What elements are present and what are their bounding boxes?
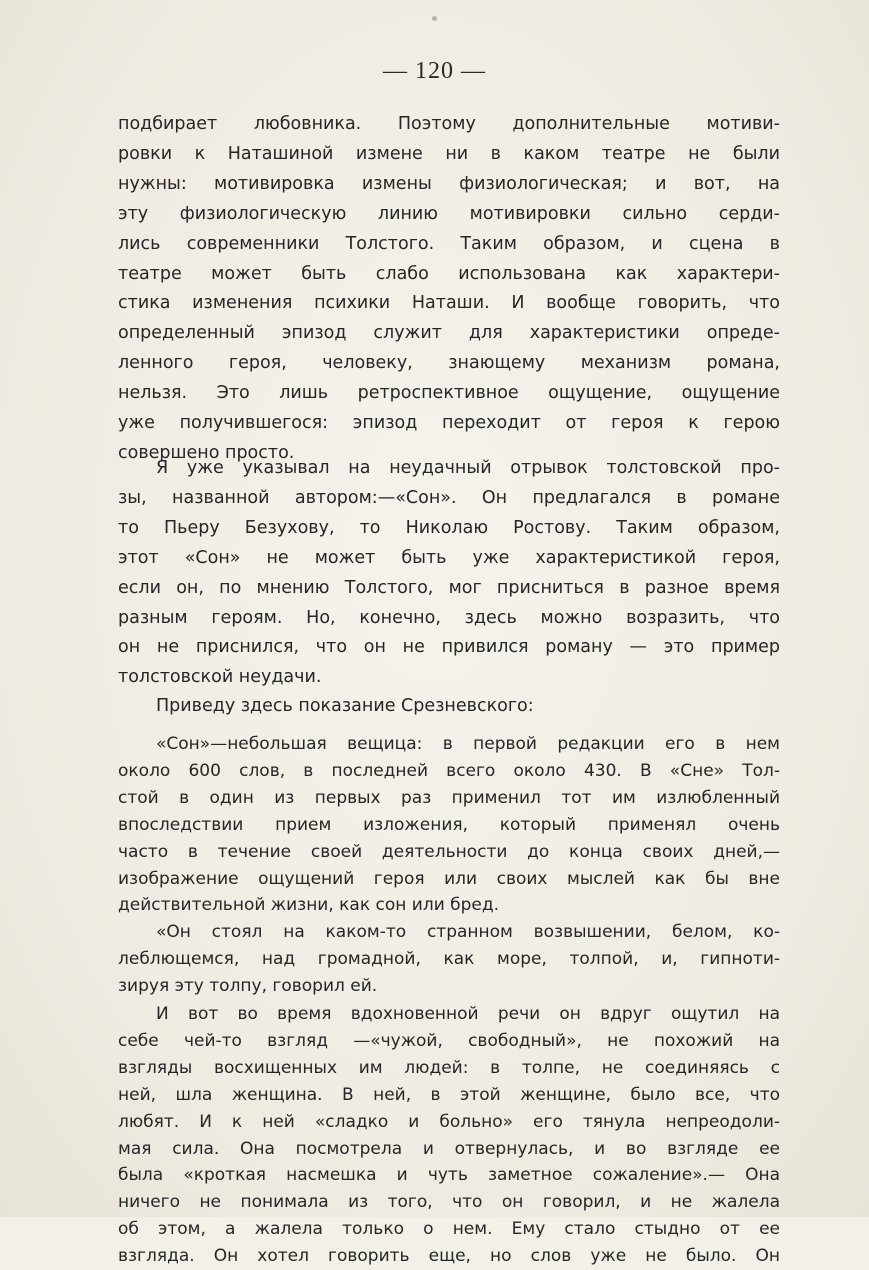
text-line: об этом, а жалела только о нем. Ему стало стыдно от ее xyxy=(118,1219,780,1240)
text-line: изображение ощущений героя или своих мыслей как бы вне xyxy=(118,868,780,889)
text-line: ней, шла женщина. В ней, в этой женщине, было все, что xyxy=(118,1084,780,1105)
quote-paragraph-1 xyxy=(118,731,780,919)
text-line: ничего не понимала из того, что он говорил, и не жалела xyxy=(118,1192,780,1213)
text-line: театре может быть слабо использована как характери- xyxy=(118,263,780,284)
paragraph-2 xyxy=(118,454,780,693)
text-line: он не приснился, что он не привился роману — это пример xyxy=(118,637,780,658)
text-line: впоследствии прием изложения, который применял очень xyxy=(118,814,780,835)
text-line: около 600 слов, в последней всего около 430. В «Сне» Тол- xyxy=(118,760,780,781)
text-line: ровки к Наташиной измене ни в каком театре не были xyxy=(118,143,780,164)
text-line: И вот во время вдохновенной речи он вдруг ощутил на xyxy=(156,1004,780,1024)
text-line: ленного героя, человеку, знающему механизм романа, xyxy=(118,353,780,374)
text-line: мая сила. Она посмотрела и отвернулась, и во взгляде ее xyxy=(118,1138,780,1159)
text-line: эту физиологическую линию мотивировки сильно серди- xyxy=(118,203,780,224)
text-line: зируя эту толпу, говорил ей. xyxy=(118,975,378,996)
page-number: — 120 — xyxy=(383,58,486,84)
text-line: уже получившегося: эпизод переходит от героя к герою xyxy=(118,413,780,434)
text-line: определенный эпизод служит для характеристики опреде- xyxy=(118,323,780,344)
text-line: толстовской неудачи. xyxy=(118,667,322,688)
text-line: любят. И к ней «сладко и больно» его тянула непреодоли- xyxy=(118,1111,780,1132)
text-line: этот «Сон» не может быть уже характеристикой героя, xyxy=(118,547,780,568)
paper-speck xyxy=(432,16,437,21)
text-line: часто в течение своей деятельности до конца своих дней,— xyxy=(118,841,780,862)
paragraph-1 xyxy=(118,110,780,469)
text-line: нельзя. Это лишь ретроспективное ощущение, ощущение xyxy=(118,383,780,404)
text-line: Приведу здесь показание Срезневского: xyxy=(156,696,534,716)
text-line: Я уже указывал на неудачный отрывок толстовской про- xyxy=(156,458,780,478)
text-line: подбирает любовника. Поэтому дополнительные мотиви- xyxy=(118,114,780,134)
paragraph-3 xyxy=(118,692,780,722)
text-line: леблющемся, над громадной, как море, толпой, и, гипноти- xyxy=(118,948,780,969)
text-line: лись современники Толстого. Таким образом, и сцена в xyxy=(118,233,780,254)
text-line: была «кроткая насмешка и чуть заметное сожаление».— Она xyxy=(118,1165,780,1186)
quote-paragraph-2 xyxy=(118,919,780,1000)
text-line: стика изменения психики Наташи. И вообще говорить, что xyxy=(118,293,780,314)
text-line: взгляда. Он хотел говорить еще, но слов уже не было. Он xyxy=(118,1246,780,1267)
text-line: стой в один из первых раз применил тот им излюбленный xyxy=(118,787,780,808)
text-line: себе чей-то взгляд —«чужой, свободный», не похожий на xyxy=(118,1030,780,1051)
quote-paragraph-3 xyxy=(118,1001,780,1270)
text-line: действительной жизни, как сон или бред. xyxy=(118,895,500,916)
text-line: нужны: мотивировка измены физиологическая; и вот, на xyxy=(118,173,780,194)
text-line: взгляды восхищенных им людей: в толпе, не соединяясь с xyxy=(118,1057,780,1078)
text-line: совершено просто. xyxy=(118,442,295,463)
text-line: если он, по мнению Толстого, мог присниться в разное время xyxy=(118,577,780,598)
text-line: «Сон»—небольшая вещица: в первой редакции его в нем xyxy=(156,734,780,754)
text-line: «Он стоял на каком-то странном возвышении, белом, ко- xyxy=(156,922,780,942)
text-line: разным героям. Но, конечно, здесь можно возразить, что xyxy=(118,607,780,628)
text-line: зы, названной автором:—«Сон». Он предлагался в романе xyxy=(118,487,780,508)
text-line: то Пьеру Безухову, то Николаю Ростову. Таким образом, xyxy=(118,517,780,538)
